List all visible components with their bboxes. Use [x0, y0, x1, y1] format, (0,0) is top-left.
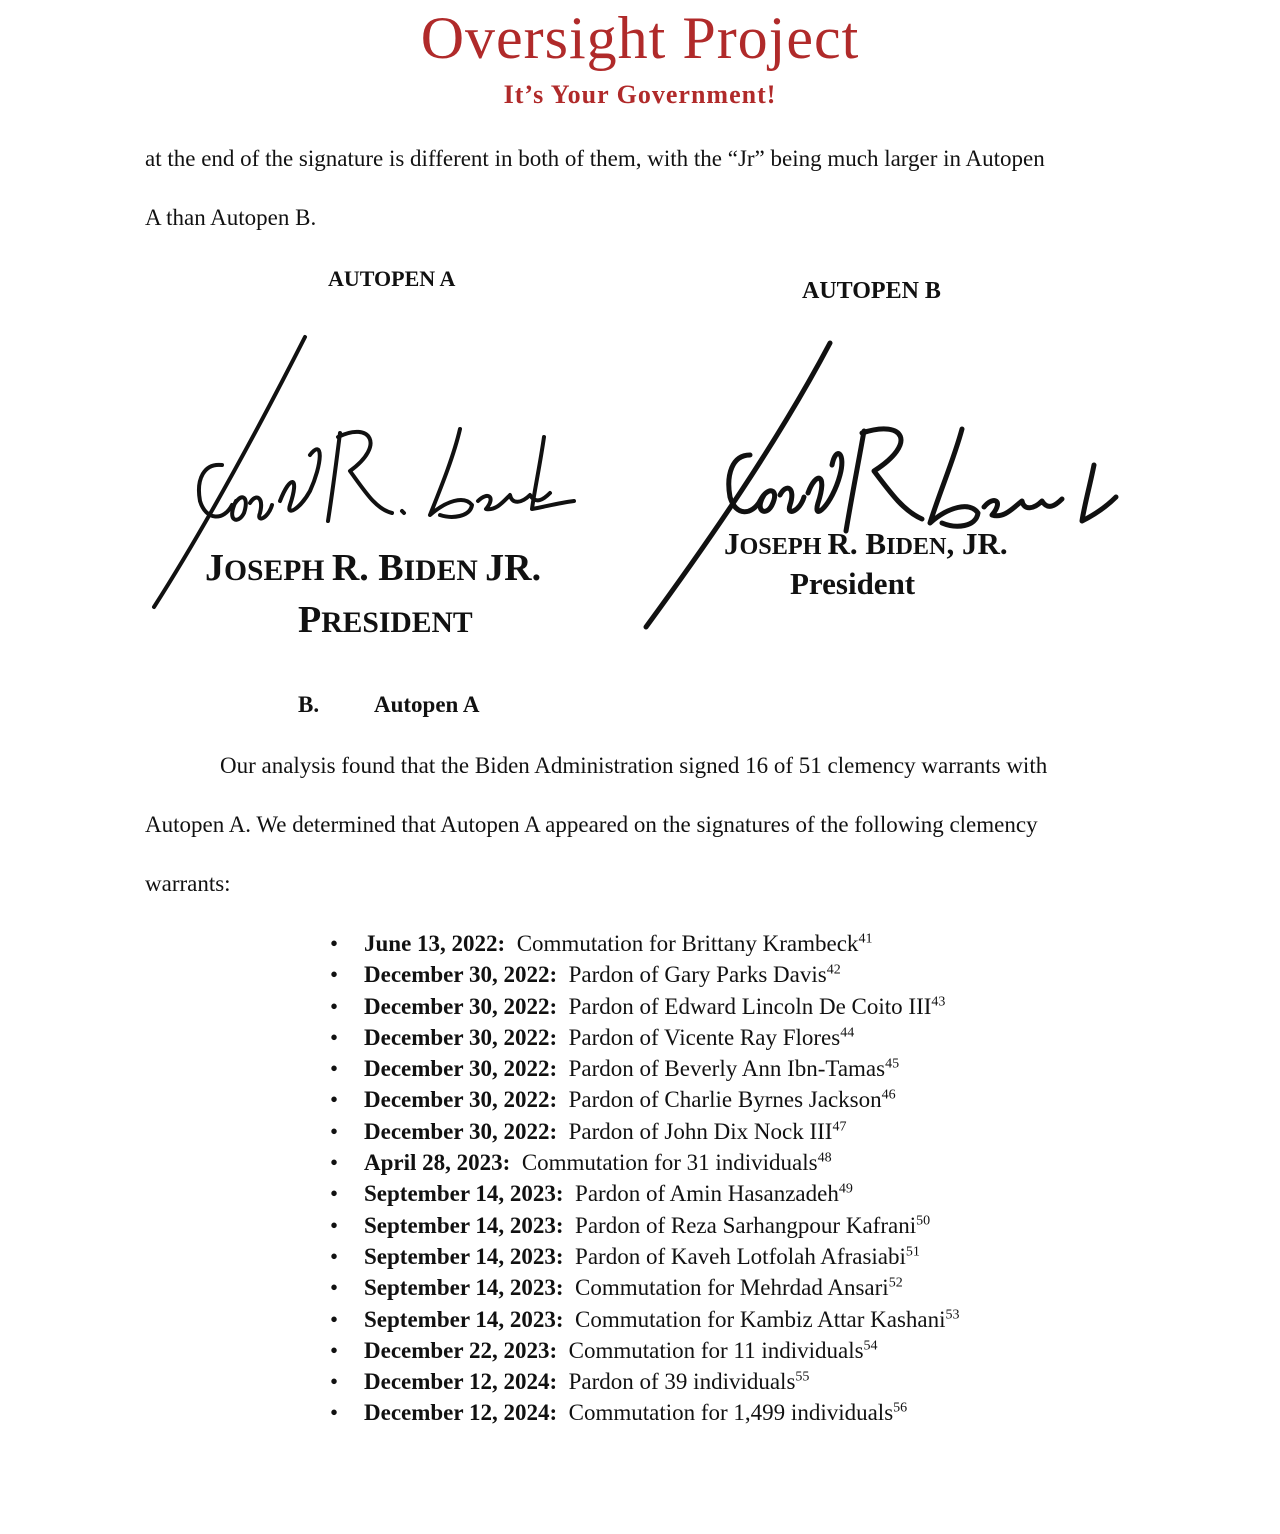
bullet-icon: • [330, 1150, 339, 1176]
list-item: • September 14, 2023: Pardon of Kaveh Lotfolah Afrasiabi$^{51}$ [330, 1241, 960, 1272]
bullet-icon: • [330, 1275, 339, 1301]
list-item: • September 14, 2023: Commutation for Kambiz Attar Kashani$^{53}$ [330, 1304, 960, 1335]
list-item: • September 14, 2023: Pardon of Amin Hasanzadeh$^{49}$ [330, 1178, 960, 1209]
brand-tagline: It’s Your Government! [503, 80, 777, 109]
list-item: • December 30, 2022: Pardon of Charlie Byrnes Jackson$^{46}$ [330, 1084, 960, 1115]
list-item: • September 14, 2023: Commutation for Mehrdad Ansari$^{52}$ [330, 1272, 960, 1303]
footnote-ref[interactable]: 53 [945, 1306, 960, 1322]
autopen-b-name: JOSEPH R. BIDEN, JR. [724, 526, 1008, 561]
bullet-icon: • [330, 1400, 339, 1426]
bullet-icon: • [330, 1118, 339, 1144]
footnote-ref[interactable]: 56 [893, 1400, 908, 1416]
footnote-ref[interactable]: 52 [888, 1275, 903, 1291]
footnote-ref[interactable]: 49 [838, 1181, 853, 1197]
footnote-ref[interactable]: 54 [863, 1338, 878, 1354]
footnote-ref[interactable]: 43 [931, 993, 946, 1009]
list-item: • December 12, 2024: Pardon of 39 individuals$^{55}$ [330, 1366, 960, 1397]
footnote-ref[interactable]: 50 [916, 1213, 931, 1229]
footnote-ref[interactable]: 44 [840, 1025, 855, 1041]
autopen-b-title: President [790, 566, 916, 601]
list-item: • April 28, 2023: Commutation for 31 individuals$^{48}$ [330, 1147, 960, 1178]
list-item: • December 30, 2022: Pardon of Beverly Ann Ibn-Tamas$^{45}$ [330, 1053, 960, 1084]
footnote-ref[interactable]: 48 [817, 1150, 832, 1166]
list-item: • December 30, 2022: Pardon of Vicente Ray Flores$^{44}$ [330, 1022, 960, 1053]
footnote-ref[interactable]: 41 [858, 931, 873, 947]
list-item: • December 12, 2024: Commutation for 1,499 individuals$^{56}$ [330, 1397, 960, 1428]
body-line-2: Autopen A. We determined that Autopen A appeared on the signatures of the following clemency [145, 812, 1038, 837]
list-item: • June 13, 2022: Commutation for Brittany Krambeck$^{41}$ [330, 928, 960, 959]
bullet-icon: • [330, 1369, 339, 1395]
footnote-ref[interactable]: 51 [905, 1244, 920, 1260]
bullet-icon: • [330, 1212, 339, 1238]
list-item: • December 30, 2022: Pardon of John Dix Nock III$^{47}$ [330, 1116, 960, 1147]
list-item: • December 22, 2023: Commutation for 11 individuals$^{54}$ [330, 1335, 960, 1366]
warrant-list [330, 928, 960, 1429]
intro-line-1: at the end of the signature is different in both of them, with the “Jr” being much larger in Autopen [145, 146, 1045, 171]
bullet-icon: • [330, 1087, 339, 1113]
body-line-1: Our analysis found that the Biden Administration signed 16 of 51 clemency warrants with [220, 753, 1048, 778]
section-title: Autopen A [374, 692, 480, 717]
footnote-ref[interactable]: 46 [881, 1087, 896, 1103]
footnote-ref[interactable]: 47 [832, 1119, 847, 1135]
body-line-3: warrants: [145, 871, 231, 896]
list-item: • September 14, 2023: Pardon of Reza Sarhangpour Kafrani$^{50}$ [330, 1210, 960, 1241]
footnote-ref[interactable]: 42 [826, 962, 841, 978]
bullet-icon: • [330, 962, 339, 988]
bullet-icon: • [330, 1306, 339, 1332]
autopen-a-label: AUTOPEN A [328, 266, 456, 291]
bullet-icon: • [330, 1243, 339, 1269]
bullet-icon: • [330, 1024, 339, 1050]
autopen-a-name: JOSEPH R. BIDEN JR. [205, 547, 542, 589]
intro-line-2: A than Autopen B. [145, 205, 317, 230]
brand-logo: Oversight Project [420, 5, 860, 71]
bullet-icon: • [330, 1181, 339, 1207]
footnote-ref[interactable]: 55 [795, 1369, 810, 1385]
bullet-icon: • [330, 931, 339, 956]
list-item: • December 30, 2022: Pardon of Edward Lincoln De Coito III$^{43}$ [330, 991, 960, 1022]
section-letter: B. [298, 692, 320, 717]
autopen-a-title: PRESIDENT [298, 599, 473, 641]
list-item: • December 30, 2022: Pardon of Gary Parks Davis$^{42}$ [330, 959, 960, 990]
bullet-icon: • [330, 993, 339, 1019]
bullet-icon: • [330, 1337, 339, 1363]
bullet-icon: • [330, 1056, 339, 1082]
autopen-b-label: AUTOPEN B [802, 278, 941, 304]
footnote-ref[interactable]: 45 [885, 1056, 900, 1072]
